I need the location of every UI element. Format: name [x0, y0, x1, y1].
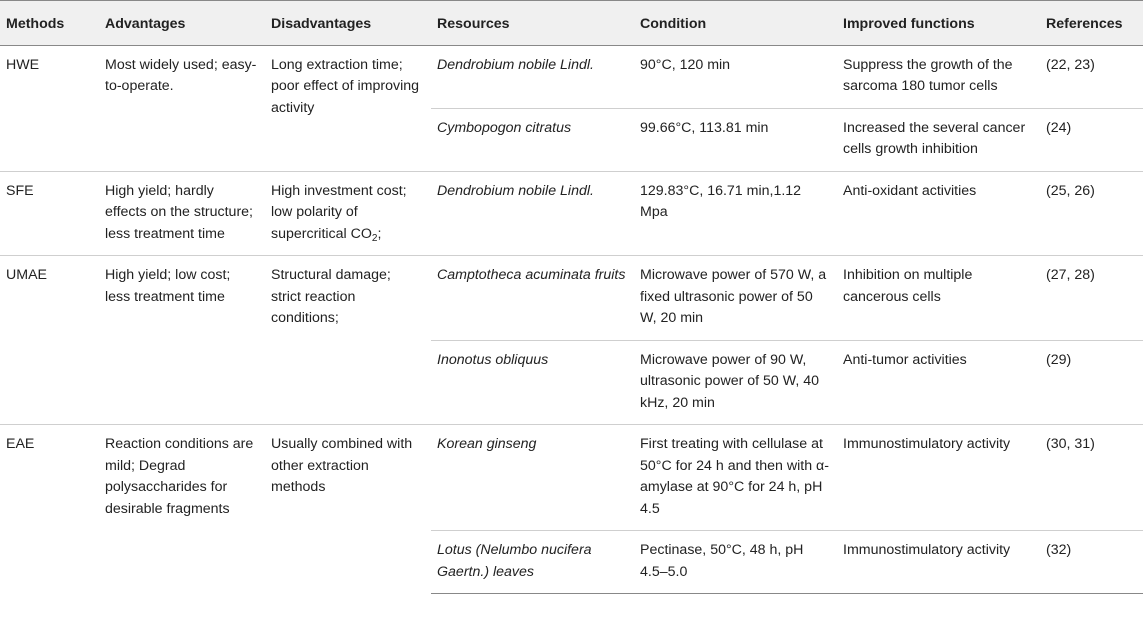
advantages-cell: Reaction conditions are mild; Degrad polysaccharides for desirable fragments: [99, 425, 265, 594]
header-advantages: Advantages: [99, 1, 265, 46]
condition-cell: 90°C, 120 min: [640, 56, 731, 73]
reference-cell: (24): [1040, 108, 1143, 171]
header-methods: Methods: [0, 1, 99, 46]
condition-cell: Microwave power of 570 W, a fixed ultrasonic power of 50 W, 20 min: [634, 256, 837, 341]
resource-cell: Dendrobium nobile Lindl.: [431, 171, 634, 256]
condition-cell: 129.83°C, 16.71 min,1.12 Mpa: [634, 171, 837, 256]
advantages-cell: High yield; hardly effects on the structure; less treatment time: [99, 171, 265, 256]
reference-cell: (29): [1040, 340, 1143, 425]
resource-cell: Camptotheca acuminata fruits: [431, 256, 634, 341]
resource-cell: Cymbopogon citratus: [431, 108, 634, 171]
reference-cell: (30, 31): [1040, 425, 1143, 531]
header-disadvantages: Disadvantages: [265, 1, 431, 46]
condition-cell: First treating with cellulase at 50°C for 24 h and then with α-amylase at 90°C for 24 h, pH 4.5: [634, 425, 837, 531]
header-improved-functions: Improved functions: [837, 1, 1040, 46]
header-row: [0, 1, 1143, 46]
table-row: [0, 425, 1143, 531]
header-condition: Condition: [634, 1, 837, 46]
header-resources: Resources: [431, 1, 634, 46]
disadvantages-text: High investment cost; low polarity of supercritical CO: [271, 182, 407, 242]
condition-cell: 99.66°C, 113.81 min: [634, 108, 837, 171]
resource-cell: Lotus (Nelumbo nucifera Gaertn.) leaves: [431, 531, 634, 594]
advantages-cell: High yield; low cost; less treatment time: [99, 256, 265, 425]
function-cell: Suppress the growth of the sarcoma 180 tumor cells: [843, 56, 1013, 94]
disadvantages-tail: ;: [377, 225, 382, 242]
reference-cell: (27, 28): [1040, 256, 1143, 341]
subscript-2: 2: [371, 232, 378, 244]
method-cell: UMAE: [0, 256, 99, 425]
function-cell: Anti-oxidant activities: [837, 171, 1040, 256]
resource-cell: Inonotus obliquus: [431, 340, 634, 425]
resource-cell: Korean ginseng: [431, 425, 634, 531]
header-references: References: [1040, 1, 1143, 46]
function-cell: Inhibition on multiple cancerous cells: [837, 256, 1040, 341]
method-cell: SFE: [0, 171, 99, 256]
resource-cell: Dendrobium nobile Lindl.: [437, 56, 594, 73]
table-row: [0, 45, 1143, 108]
reference-cell: (22, 23): [1046, 56, 1095, 73]
function-cell: Anti-tumor activities: [837, 340, 1040, 425]
function-cell: Immunostimulatory activity: [837, 531, 1040, 594]
advantages-cell: Most widely used; easy-to-operate.: [105, 56, 257, 94]
function-cell: Increased the several cancer cells growth inhibition: [837, 108, 1040, 171]
method-cell: EAE: [0, 425, 99, 594]
method-cell: HWE: [6, 56, 40, 73]
reference-cell: (25, 26): [1040, 171, 1143, 256]
disadvantages-cell: Structural damage; strict reaction conditions;: [265, 256, 431, 425]
function-cell: Immunostimulatory activity: [837, 425, 1040, 531]
reference-cell: (32): [1040, 531, 1143, 594]
table-row: [0, 256, 1143, 341]
condition-cell: Pectinase, 50°C, 48 h, pH 4.5–5.0: [634, 531, 837, 594]
table-row: [0, 171, 1143, 256]
disadvantages-cell: Usually combined with other extraction methods: [265, 425, 431, 594]
disadvantages-cell: [265, 171, 431, 256]
condition-cell: Microwave power of 90 W, ultrasonic power of 50 W, 40 kHz, 20 min: [634, 340, 837, 425]
disadvantages-cell: Long extraction time; poor effect of improving activity: [271, 56, 419, 116]
